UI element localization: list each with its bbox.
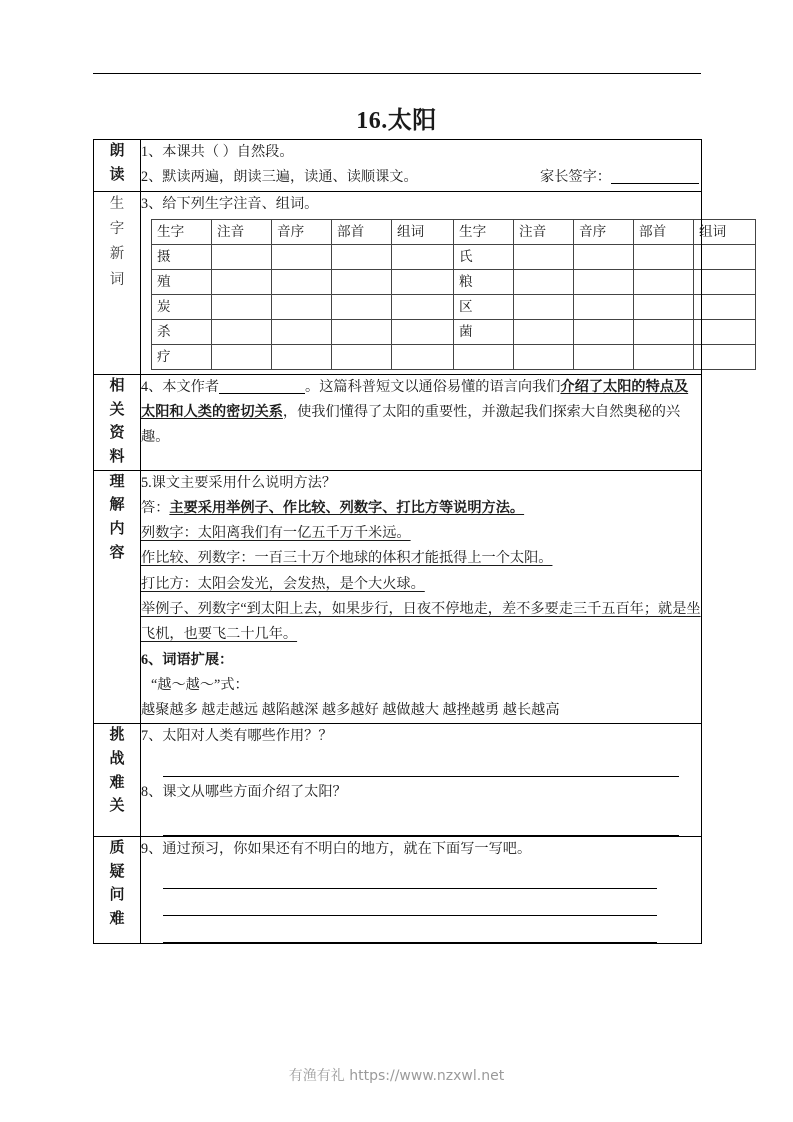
- method-line-4: [141, 597, 701, 648]
- question-8: 8、课文从哪些方面介绍了太阳？: [141, 783, 347, 800]
- newwords-char-cell: 区: [454, 294, 514, 319]
- answer-blank-9-line-1[interactable]: [163, 871, 657, 889]
- page-title: 16.太阳: [356, 108, 437, 134]
- label-char-xin: 新: [109, 246, 125, 263]
- newwords-blank-cell[interactable]: [212, 319, 272, 344]
- newwords-blank-cell[interactable]: [574, 319, 634, 344]
- pattern-label: “越～越～”式：: [151, 676, 249, 693]
- question-6-text: 6、词语扩展：: [141, 651, 234, 668]
- parent-signature: [540, 165, 701, 190]
- label-char-xiang: 相: [109, 377, 125, 394]
- newwords-blank-cell[interactable]: [392, 244, 454, 269]
- answer-5-prefix: 答：: [141, 499, 170, 516]
- newwords-row: [152, 319, 756, 344]
- newwords-blank-cell[interactable]: [392, 269, 454, 294]
- section-content-questioning: [141, 836, 702, 943]
- newwords-header-cell: 组词: [392, 219, 454, 244]
- spacer: [141, 916, 701, 922]
- spacer: [141, 889, 701, 895]
- newwords-header-cell: 组词: [694, 219, 756, 244]
- newwords-header-cell: 生字: [152, 219, 212, 244]
- label-char-guan2: 关: [109, 798, 125, 815]
- label-char-liao: 料: [109, 448, 125, 465]
- newwords-blank-cell[interactable]: [212, 269, 272, 294]
- newwords-table: [151, 219, 756, 370]
- newwords-char-cell: 杀: [152, 319, 212, 344]
- parent-signature-blank[interactable]: [611, 183, 699, 184]
- newwords-blank-cell[interactable]: [694, 269, 756, 294]
- label-char-rong: 容: [109, 544, 125, 561]
- newwords-row: [152, 269, 756, 294]
- section-row-related: [94, 374, 702, 470]
- label-char-jie: 解: [109, 497, 125, 514]
- newwords-row: [152, 344, 756, 369]
- newwords-blank-cell[interactable]: [634, 244, 694, 269]
- label-char-du: 读: [109, 166, 125, 183]
- label-char-ci: 词: [109, 271, 125, 288]
- related-paragraph: [141, 375, 701, 451]
- newwords-row: [152, 294, 756, 319]
- newwords-blank-cell[interactable]: [694, 244, 756, 269]
- newwords-blank-cell[interactable]: [454, 344, 514, 369]
- method-line-3: [141, 572, 701, 597]
- answer-blank-7[interactable]: [163, 759, 679, 777]
- label-char-wen: 问: [109, 887, 125, 904]
- newwords-blank-cell[interactable]: [212, 344, 272, 369]
- newwords-char-cell: 炭: [152, 294, 212, 319]
- section-label-newwords: [94, 191, 141, 374]
- newwords-blank-cell[interactable]: [514, 294, 574, 319]
- question-9: 9、通过预习，你如果还有不明白的地方，就在下面写一写吧。: [141, 840, 532, 857]
- related-after-blank: 。这篇科普短文以通俗易懂的语言向我们: [305, 378, 561, 395]
- section-content-related: [141, 374, 702, 470]
- newwords-char-cell: 摄: [152, 244, 212, 269]
- newwords-blank-cell[interactable]: [332, 344, 392, 369]
- newwords-blank-cell[interactable]: [212, 294, 272, 319]
- newwords-table-wrap: [141, 217, 727, 374]
- label-char-lang: 朗: [109, 143, 125, 159]
- question-6: [141, 648, 701, 673]
- newwords-blank-cell[interactable]: [634, 294, 694, 319]
- header-rule: [93, 73, 701, 74]
- newwords-header-cell: 部首: [332, 219, 392, 244]
- newwords-header-cell: 注音: [514, 219, 574, 244]
- section-row-reading: [94, 140, 702, 192]
- section-row-challenge: [94, 724, 702, 837]
- newwords-header-cell: 注音: [212, 219, 272, 244]
- newwords-blank-cell[interactable]: [332, 244, 392, 269]
- newwords-blank-cell[interactable]: [514, 319, 574, 344]
- parent-signature-label: 家长签字：: [540, 169, 611, 186]
- newwords-blank-cell[interactable]: [332, 269, 392, 294]
- label-char-zhan: 战: [109, 751, 125, 768]
- newwords-header-cell: 音序: [272, 219, 332, 244]
- section-label-related: [94, 374, 141, 470]
- newwords-blank-cell[interactable]: [212, 244, 272, 269]
- related-lead: 4、本文作者: [141, 378, 220, 395]
- newwords-blank-cell[interactable]: [574, 244, 634, 269]
- section-label-challenge: [94, 724, 141, 837]
- newwords-blank-cell[interactable]: [272, 294, 332, 319]
- author-blank[interactable]: [219, 393, 305, 394]
- newwords-blank-cell[interactable]: [694, 294, 756, 319]
- label-char-tiao: 挑: [109, 727, 125, 744]
- section-row-questioning: [94, 836, 702, 943]
- section-row-newwords: [94, 191, 702, 374]
- newwords-blank-cell[interactable]: [634, 344, 694, 369]
- label-char-nan2: 难: [109, 911, 125, 928]
- newwords-blank-cell[interactable]: [574, 269, 634, 294]
- section-content-understanding: [141, 470, 702, 724]
- newwords-header-cell: 生字: [454, 219, 514, 244]
- method-line-2: [141, 546, 701, 571]
- spacer: [141, 862, 701, 868]
- newwords-blank-cell[interactable]: [514, 344, 574, 369]
- section-label-questioning: [94, 836, 141, 943]
- section-row-understanding: [94, 470, 702, 724]
- related-tail: ，使我们懂得了太阳的重要性，并激起我们探索大自然奥秘的兴趣。: [141, 404, 681, 446]
- newwords-blank-cell[interactable]: [574, 294, 634, 319]
- newwords-blank-cell[interactable]: [272, 244, 332, 269]
- reading-item-2-row: [141, 165, 701, 190]
- newwords-blank-cell[interactable]: [272, 319, 332, 344]
- method-4-text: 举例子、列数字“到太阳上去，如果步行，日夜不停地走，差不多要走三千五百年；就是坐飞机，也要飞二十几年。: [141, 601, 701, 643]
- worksheet-table: [93, 139, 727, 944]
- newwords-char-cell: 粮: [454, 269, 514, 294]
- label-char-sheng: 生: [109, 195, 125, 212]
- label-char-zi2: 资: [109, 425, 125, 442]
- section-content-reading: [141, 140, 702, 192]
- newwords-blank-cell[interactable]: [332, 319, 392, 344]
- spacer: [141, 805, 701, 815]
- method-2-text: 作比较、列数字：一百三十万个地球的体积才能抵得上一个太阳。: [141, 550, 553, 567]
- newwords-char-cell: 氏: [454, 244, 514, 269]
- newwords-header-cell: 部首: [634, 219, 694, 244]
- newwords-char-cell: 菌: [454, 319, 514, 344]
- question-7: 7、太阳对人类有哪些作用？？: [141, 728, 333, 745]
- newwords-blank-cell[interactable]: [634, 319, 694, 344]
- section-content-newwords: [141, 191, 727, 374]
- method-3-text: 打比方：太阳会发光，会发热，是个大火球。: [141, 575, 425, 592]
- newwords-blank-cell[interactable]: [332, 294, 392, 319]
- answer-5-text: 主要采用举例子、作比较、列数字、打比方等说明方法。: [169, 499, 525, 516]
- answer-blank-8[interactable]: [163, 818, 679, 836]
- label-char-guan: 关: [109, 401, 125, 418]
- section-label-reading: [94, 140, 141, 192]
- newwords-blank-cell[interactable]: [272, 344, 332, 369]
- newwords-header-cell: 音序: [574, 219, 634, 244]
- newwords-blank-cell[interactable]: [392, 294, 454, 319]
- newwords-blank-cell[interactable]: [694, 319, 756, 344]
- newwords-blank-cell[interactable]: [392, 319, 454, 344]
- label-char-zhi: 质: [109, 839, 125, 856]
- section-label-understanding: [94, 470, 141, 724]
- newwords-blank-cell[interactable]: [694, 344, 756, 369]
- newwords-blank-cell[interactable]: [574, 344, 634, 369]
- newwords-header-row: [152, 219, 756, 244]
- pattern-words: 越聚越多 越走越远 越陷越深 越多越好 越做越大 越挫越勇 越长越高: [141, 702, 560, 719]
- spacer: [141, 750, 701, 756]
- label-char-li: 理: [109, 473, 125, 490]
- method-line-1: [141, 521, 701, 546]
- answer-blank-9-line-3[interactable]: [163, 925, 657, 943]
- newwords-blank-cell[interactable]: [272, 269, 332, 294]
- footer-watermark: 有渔有礼 https://www.nzxwl.net: [288, 1068, 505, 1084]
- section-content-challenge: [141, 724, 702, 837]
- label-char-nei: 内: [109, 520, 125, 537]
- answer-5-row: [141, 496, 701, 521]
- newwords-blank-cell[interactable]: [634, 269, 694, 294]
- reading-item-1: 1、本课共（ ）自然段。: [141, 144, 294, 160]
- newwords-row: [152, 244, 756, 269]
- newwords-char-cell: 疗: [152, 344, 212, 369]
- label-char-nan: 难: [109, 774, 125, 791]
- reading-item-2: 2、默读两遍，朗读三遍，读通、读顺课文。: [141, 169, 418, 186]
- answer-blank-9-line-2[interactable]: [163, 898, 657, 916]
- newwords-prompt: 3、给下列生字注音、组词。: [141, 195, 319, 212]
- related-emphasis: 介绍了太阳的特点及太阳和人类的密切关系: [141, 378, 689, 421]
- newwords-blank-cell[interactable]: [514, 269, 574, 294]
- question-5: 5.课文主要采用什么说明方法？: [141, 474, 337, 491]
- label-char-yi: 疑: [109, 863, 125, 880]
- newwords-blank-cell[interactable]: [514, 244, 574, 269]
- newwords-char-cell: 殖: [152, 269, 212, 294]
- newwords-blank-cell[interactable]: [392, 344, 454, 369]
- label-char-zi: 字: [109, 220, 125, 237]
- method-1-text: 列数字：太阳离我们有一亿五千万千米远。: [141, 525, 411, 542]
